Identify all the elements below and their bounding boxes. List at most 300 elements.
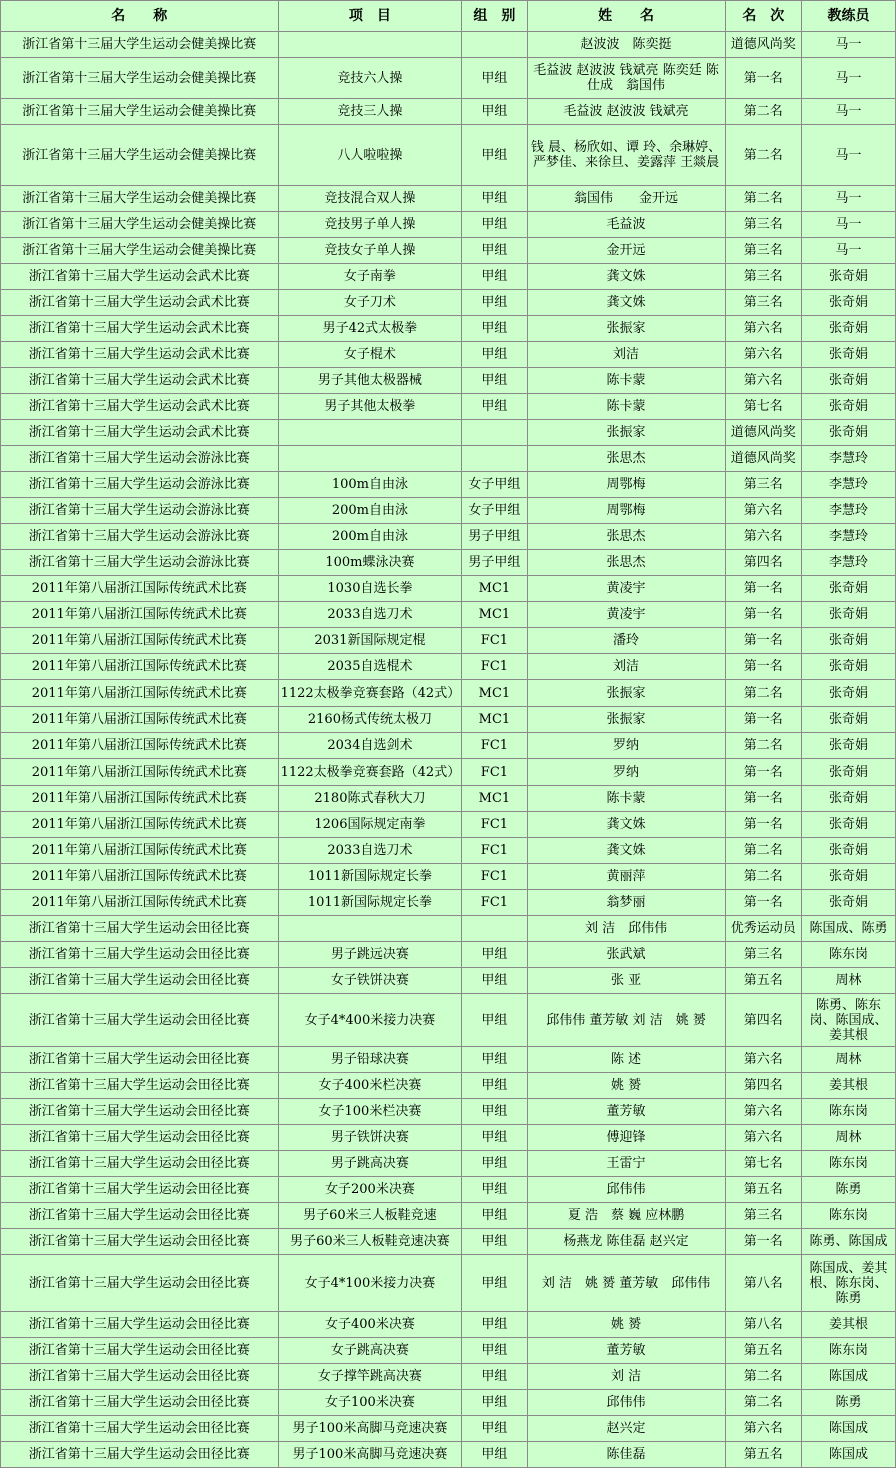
cell-rank: 第二名 bbox=[725, 125, 802, 186]
cell-name: 浙江省第十三届大学生运动会田径比赛 bbox=[1, 1047, 279, 1073]
cell-rank: 第六名 bbox=[725, 342, 802, 368]
cell-event: 2035自选棍术 bbox=[278, 654, 462, 680]
cell-person: 龚文姝 bbox=[527, 838, 725, 864]
cell-person: 刘 洁 姚 赟 董芳敏 邱伟伟 bbox=[527, 1255, 725, 1312]
cell-coach: 张奇娟 bbox=[802, 654, 896, 680]
cell-rank: 第八名 bbox=[725, 1312, 802, 1338]
cell-coach: 马一 bbox=[802, 238, 896, 264]
cell-coach: 张奇娟 bbox=[802, 707, 896, 733]
cell-event: 男子100米高脚马竞速决赛 bbox=[278, 1416, 462, 1442]
cell-coach: 陈东岗 bbox=[802, 1151, 896, 1177]
cell-coach: 张奇娟 bbox=[802, 890, 896, 916]
cell-rank: 第二名 bbox=[725, 1364, 802, 1390]
cell-name: 2011年第八届浙江国际传统武术比赛 bbox=[1, 680, 279, 707]
cell-rank: 第二名 bbox=[725, 99, 802, 125]
cell-coach: 陈勇 bbox=[802, 1390, 896, 1416]
cell-person: 龚文姝 bbox=[527, 290, 725, 316]
table-row bbox=[1, 1151, 896, 1177]
cell-event bbox=[278, 420, 462, 446]
cell-person: 刘 洁 邱伟伟 bbox=[527, 916, 725, 942]
cell-rank: 第四名 bbox=[725, 550, 802, 576]
cell-event: 1011新国际规定长拳 bbox=[278, 890, 462, 916]
cell-coach: 李慧玲 bbox=[802, 550, 896, 576]
cell-group: 男子甲组 bbox=[462, 524, 527, 550]
cell-coach: 张奇娟 bbox=[802, 316, 896, 342]
cell-name: 浙江省第十三届大学生运动会游泳比赛 bbox=[1, 446, 279, 472]
cell-rank: 道德风尚奖 bbox=[725, 446, 802, 472]
cell-coach: 马一 bbox=[802, 99, 896, 125]
cell-name: 浙江省第十三届大学生运动会武术比赛 bbox=[1, 264, 279, 290]
table-row bbox=[1, 368, 896, 394]
header-coach: 教练员 bbox=[802, 1, 896, 32]
cell-coach: 张奇娟 bbox=[802, 628, 896, 654]
cell-coach: 周林 bbox=[802, 1125, 896, 1151]
table-row bbox=[1, 472, 896, 498]
cell-event: 100m蝶泳决赛 bbox=[278, 550, 462, 576]
table-row bbox=[1, 1229, 896, 1255]
cell-group: FC1 bbox=[462, 628, 527, 654]
cell-rank: 第六名 bbox=[725, 524, 802, 550]
cell-event: 女子4*400米接力决赛 bbox=[278, 994, 462, 1047]
cell-event: 女子400米栏决赛 bbox=[278, 1073, 462, 1099]
cell-rank: 第二名 bbox=[725, 186, 802, 212]
cell-name: 2011年第八届浙江国际传统武术比赛 bbox=[1, 654, 279, 680]
cell-person: 钱 晨、杨欣如、谭 玲、余琳婷、严梦佳、来徐旦、姜露萍 王燚晨 bbox=[527, 125, 725, 186]
cell-name: 2011年第八届浙江国际传统武术比赛 bbox=[1, 602, 279, 628]
cell-name: 浙江省第十三届大学生运动会田径比赛 bbox=[1, 1338, 279, 1364]
header-event: 项 目 bbox=[278, 1, 462, 32]
cell-rank: 第一名 bbox=[725, 602, 802, 628]
cell-event: 女子4*100米接力决赛 bbox=[278, 1255, 462, 1312]
cell-event: 男子跳高决赛 bbox=[278, 1151, 462, 1177]
cell-event: 200m自由泳 bbox=[278, 498, 462, 524]
cell-group: 女子甲组 bbox=[462, 472, 527, 498]
cell-event: 2033自选刀术 bbox=[278, 838, 462, 864]
cell-group: 甲组 bbox=[462, 1125, 527, 1151]
cell-group bbox=[462, 420, 527, 446]
table-row bbox=[1, 1312, 896, 1338]
cell-name: 浙江省第十三届大学生运动会田径比赛 bbox=[1, 1416, 279, 1442]
cell-person: 赵兴定 bbox=[527, 1416, 725, 1442]
cell-name: 浙江省第十三届大学生运动会健美操比赛 bbox=[1, 238, 279, 264]
cell-group: 甲组 bbox=[462, 968, 527, 994]
header-name: 名 称 bbox=[1, 1, 279, 32]
cell-event: 1122太极拳竞赛套路（42式） bbox=[278, 759, 462, 786]
cell-event: 竞技女子单人操 bbox=[278, 238, 462, 264]
cell-event bbox=[278, 32, 462, 58]
cell-event: 女子刀术 bbox=[278, 290, 462, 316]
cell-coach: 陈国成 bbox=[802, 1416, 896, 1442]
table-row bbox=[1, 264, 896, 290]
cell-person: 陈卡蒙 bbox=[527, 394, 725, 420]
cell-coach: 张奇娟 bbox=[802, 290, 896, 316]
cell-group: 甲组 bbox=[462, 394, 527, 420]
table-row bbox=[1, 58, 896, 99]
cell-person: 毛益波 bbox=[527, 212, 725, 238]
cell-event: 2033自选刀术 bbox=[278, 602, 462, 628]
table-row bbox=[1, 212, 896, 238]
cell-name: 浙江省第十三届大学生运动会田径比赛 bbox=[1, 1255, 279, 1312]
cell-group: 女子甲组 bbox=[462, 498, 527, 524]
cell-event: 2160杨式传统太极刀 bbox=[278, 707, 462, 733]
cell-group: 甲组 bbox=[462, 1229, 527, 1255]
cell-person: 姚 赟 bbox=[527, 1073, 725, 1099]
cell-name: 浙江省第十三届大学生运动会田径比赛 bbox=[1, 1312, 279, 1338]
cell-group: FC1 bbox=[462, 812, 527, 838]
cell-rank: 第二名 bbox=[725, 838, 802, 864]
cell-person: 张思杰 bbox=[527, 550, 725, 576]
cell-person: 傅迎锋 bbox=[527, 1125, 725, 1151]
header-rank: 名 次 bbox=[725, 1, 802, 32]
cell-coach: 张奇娟 bbox=[802, 680, 896, 707]
cell-name: 浙江省第十三届大学生运动会田径比赛 bbox=[1, 1229, 279, 1255]
cell-person: 张振家 bbox=[527, 420, 725, 446]
table-row bbox=[1, 1364, 896, 1390]
cell-rank: 第六名 bbox=[725, 1099, 802, 1125]
cell-person: 刘洁 bbox=[527, 654, 725, 680]
cell-name: 2011年第八届浙江国际传统武术比赛 bbox=[1, 576, 279, 602]
cell-event: 2034自选剑术 bbox=[278, 733, 462, 759]
cell-event: 1011新国际规定长拳 bbox=[278, 864, 462, 890]
cell-rank: 第一名 bbox=[725, 1229, 802, 1255]
table-row bbox=[1, 186, 896, 212]
cell-coach: 张奇娟 bbox=[802, 838, 896, 864]
table-header-row bbox=[1, 1, 896, 32]
cell-coach: 李慧玲 bbox=[802, 498, 896, 524]
table-row bbox=[1, 420, 896, 446]
cell-event: 竞技混合双人操 bbox=[278, 186, 462, 212]
cell-person: 翁国伟 金开远 bbox=[527, 186, 725, 212]
cell-coach: 陈东岗 bbox=[802, 942, 896, 968]
cell-name: 浙江省第十三届大学生运动会田径比赛 bbox=[1, 1125, 279, 1151]
cell-event: 女子400米决赛 bbox=[278, 1312, 462, 1338]
cell-rank: 第四名 bbox=[725, 1073, 802, 1099]
cell-rank: 第六名 bbox=[725, 1047, 802, 1073]
cell-event: 男子42式太极拳 bbox=[278, 316, 462, 342]
cell-person: 周鄂梅 bbox=[527, 498, 725, 524]
cell-rank: 第一名 bbox=[725, 58, 802, 99]
cell-name: 浙江省第十三届大学生运动会健美操比赛 bbox=[1, 125, 279, 186]
cell-group: 甲组 bbox=[462, 1390, 527, 1416]
cell-coach: 陈东岗 bbox=[802, 1338, 896, 1364]
cell-group bbox=[462, 32, 527, 58]
cell-event: 男子60米三人板鞋竞速 bbox=[278, 1203, 462, 1229]
cell-group: 甲组 bbox=[462, 125, 527, 186]
cell-rank: 道德风尚奖 bbox=[725, 32, 802, 58]
table-row bbox=[1, 576, 896, 602]
table-row bbox=[1, 864, 896, 890]
cell-person: 张振家 bbox=[527, 707, 725, 733]
table-row bbox=[1, 890, 896, 916]
cell-group: MC1 bbox=[462, 707, 527, 733]
cell-coach: 陈勇 bbox=[802, 1177, 896, 1203]
cell-person: 罗纳 bbox=[527, 733, 725, 759]
cell-name: 2011年第八届浙江国际传统武术比赛 bbox=[1, 707, 279, 733]
cell-person: 姚 赟 bbox=[527, 1312, 725, 1338]
cell-name: 浙江省第十三届大学生运动会田径比赛 bbox=[1, 994, 279, 1047]
cell-person: 张武斌 bbox=[527, 942, 725, 968]
cell-name: 浙江省第十三届大学生运动会田径比赛 bbox=[1, 1099, 279, 1125]
cell-event: 女子200米决赛 bbox=[278, 1177, 462, 1203]
table-row bbox=[1, 838, 896, 864]
cell-coach: 陈国成、陈勇 bbox=[802, 916, 896, 942]
cell-rank: 第一名 bbox=[725, 628, 802, 654]
cell-coach: 周林 bbox=[802, 1047, 896, 1073]
table-row bbox=[1, 654, 896, 680]
cell-coach: 陈勇、陈东岗、陈国成、姜其根 bbox=[802, 994, 896, 1047]
cell-rank: 第二名 bbox=[725, 1390, 802, 1416]
cell-name: 浙江省第十三届大学生运动会田径比赛 bbox=[1, 916, 279, 942]
cell-name: 2011年第八届浙江国际传统武术比赛 bbox=[1, 628, 279, 654]
table-row bbox=[1, 1203, 896, 1229]
cell-group: MC1 bbox=[462, 680, 527, 707]
cell-group: 甲组 bbox=[462, 1151, 527, 1177]
cell-person: 杨燕龙 陈佳磊 赵兴定 bbox=[527, 1229, 725, 1255]
cell-group: FC1 bbox=[462, 733, 527, 759]
cell-group: 甲组 bbox=[462, 1364, 527, 1390]
cell-rank: 第八名 bbox=[725, 1255, 802, 1312]
cell-name: 浙江省第十三届大学生运动会田径比赛 bbox=[1, 1390, 279, 1416]
table-row bbox=[1, 1338, 896, 1364]
cell-person: 张 亚 bbox=[527, 968, 725, 994]
cell-group: 甲组 bbox=[462, 1416, 527, 1442]
cell-group: MC1 bbox=[462, 786, 527, 812]
cell-person: 罗纳 bbox=[527, 759, 725, 786]
cell-name: 浙江省第十三届大学生运动会田径比赛 bbox=[1, 1364, 279, 1390]
cell-group: 甲组 bbox=[462, 1312, 527, 1338]
table-row bbox=[1, 1442, 896, 1468]
cell-event: 男子跳远决赛 bbox=[278, 942, 462, 968]
cell-coach: 张奇娟 bbox=[802, 342, 896, 368]
cell-event: 2180陈式春秋大刀 bbox=[278, 786, 462, 812]
cell-name: 浙江省第十三届大学生运动会游泳比赛 bbox=[1, 498, 279, 524]
table-row bbox=[1, 916, 896, 942]
cell-rank: 第三名 bbox=[725, 212, 802, 238]
cell-rank: 优秀运动员 bbox=[725, 916, 802, 942]
cell-event: 女子南拳 bbox=[278, 264, 462, 290]
cell-person: 黄丽萍 bbox=[527, 864, 725, 890]
cell-coach: 李慧玲 bbox=[802, 446, 896, 472]
cell-event: 男子100米高脚马竞速决赛 bbox=[278, 1442, 462, 1468]
cell-rank: 第一名 bbox=[725, 654, 802, 680]
cell-name: 2011年第八届浙江国际传统武术比赛 bbox=[1, 864, 279, 890]
cell-rank: 第六名 bbox=[725, 498, 802, 524]
cell-coach: 马一 bbox=[802, 32, 896, 58]
cell-event: 女子100米栏决赛 bbox=[278, 1099, 462, 1125]
cell-coach: 张奇娟 bbox=[802, 786, 896, 812]
cell-coach: 张奇娟 bbox=[802, 812, 896, 838]
cell-event: 八人啦啦操 bbox=[278, 125, 462, 186]
cell-group: 甲组 bbox=[462, 186, 527, 212]
cell-group: 甲组 bbox=[462, 99, 527, 125]
cell-name: 浙江省第十三届大学生运动会健美操比赛 bbox=[1, 32, 279, 58]
cell-coach: 张奇娟 bbox=[802, 576, 896, 602]
cell-rank: 第六名 bbox=[725, 368, 802, 394]
cell-event: 竞技三人操 bbox=[278, 99, 462, 125]
cell-event: 1030自选长拳 bbox=[278, 576, 462, 602]
cell-person: 黄凌宇 bbox=[527, 576, 725, 602]
table-row bbox=[1, 32, 896, 58]
cell-event: 100m自由泳 bbox=[278, 472, 462, 498]
cell-group: 甲组 bbox=[462, 1203, 527, 1229]
cell-group bbox=[462, 446, 527, 472]
table-row bbox=[1, 446, 896, 472]
table-row bbox=[1, 290, 896, 316]
cell-coach: 陈东岗 bbox=[802, 1203, 896, 1229]
table-row bbox=[1, 1125, 896, 1151]
cell-rank: 第五名 bbox=[725, 1338, 802, 1364]
table-row bbox=[1, 1047, 896, 1073]
cell-name: 2011年第八届浙江国际传统武术比赛 bbox=[1, 759, 279, 786]
cell-name: 浙江省第十三届大学生运动会田径比赛 bbox=[1, 1151, 279, 1177]
table-row bbox=[1, 99, 896, 125]
cell-person: 周鄂梅 bbox=[527, 472, 725, 498]
cell-name: 浙江省第十三届大学生运动会武术比赛 bbox=[1, 368, 279, 394]
cell-group: 甲组 bbox=[462, 1255, 527, 1312]
cell-coach: 周林 bbox=[802, 968, 896, 994]
cell-coach: 姜其根 bbox=[802, 1073, 896, 1099]
cell-group: FC1 bbox=[462, 838, 527, 864]
table-row bbox=[1, 316, 896, 342]
table-row bbox=[1, 786, 896, 812]
cell-rank: 第六名 bbox=[725, 1416, 802, 1442]
cell-person: 邱伟伟 bbox=[527, 1177, 725, 1203]
cell-coach: 陈勇、陈国成 bbox=[802, 1229, 896, 1255]
cell-person: 赵波波 陈奕挺 bbox=[527, 32, 725, 58]
cell-event: 竞技六人操 bbox=[278, 58, 462, 99]
cell-group: 甲组 bbox=[462, 264, 527, 290]
cell-name: 浙江省第十三届大学生运动会游泳比赛 bbox=[1, 550, 279, 576]
cell-event: 1206国际规定南拳 bbox=[278, 812, 462, 838]
cell-group: MC1 bbox=[462, 602, 527, 628]
cell-rank: 第三名 bbox=[725, 472, 802, 498]
cell-name: 浙江省第十三届大学生运动会田径比赛 bbox=[1, 942, 279, 968]
cell-event: 女子铁饼决赛 bbox=[278, 968, 462, 994]
cell-event: 男子铅球决赛 bbox=[278, 1047, 462, 1073]
cell-coach: 马一 bbox=[802, 58, 896, 99]
cell-group: 甲组 bbox=[462, 1099, 527, 1125]
cell-name: 浙江省第十三届大学生运动会健美操比赛 bbox=[1, 99, 279, 125]
cell-group: FC1 bbox=[462, 890, 527, 916]
cell-group bbox=[462, 916, 527, 942]
cell-rank: 第二名 bbox=[725, 680, 802, 707]
cell-coach: 马一 bbox=[802, 212, 896, 238]
cell-rank: 第三名 bbox=[725, 264, 802, 290]
table-row bbox=[1, 994, 896, 1047]
cell-person: 金开远 bbox=[527, 238, 725, 264]
cell-coach: 张奇娟 bbox=[802, 420, 896, 446]
cell-name: 2011年第八届浙江国际传统武术比赛 bbox=[1, 812, 279, 838]
cell-group: 甲组 bbox=[462, 238, 527, 264]
cell-name: 浙江省第十三届大学生运动会田径比赛 bbox=[1, 1073, 279, 1099]
cell-name: 浙江省第十三届大学生运动会游泳比赛 bbox=[1, 524, 279, 550]
cell-person: 毛益波 赵波波 钱斌亮 陈奕廷 陈仕成 翁国伟 bbox=[527, 58, 725, 99]
cell-rank: 第五名 bbox=[725, 1177, 802, 1203]
table-row bbox=[1, 342, 896, 368]
cell-name: 2011年第八届浙江国际传统武术比赛 bbox=[1, 733, 279, 759]
cell-group: 甲组 bbox=[462, 942, 527, 968]
cell-group: FC1 bbox=[462, 759, 527, 786]
cell-person: 龚文姝 bbox=[527, 264, 725, 290]
header-group: 组 别 bbox=[462, 1, 527, 32]
cell-person: 陈卡蒙 bbox=[527, 786, 725, 812]
cell-rank: 第一名 bbox=[725, 707, 802, 733]
table-row bbox=[1, 125, 896, 186]
cell-event: 女子100米决赛 bbox=[278, 1390, 462, 1416]
cell-rank: 第一名 bbox=[725, 812, 802, 838]
cell-group: FC1 bbox=[462, 654, 527, 680]
cell-name: 2011年第八届浙江国际传统武术比赛 bbox=[1, 838, 279, 864]
table-row bbox=[1, 1390, 896, 1416]
cell-group: 甲组 bbox=[462, 212, 527, 238]
cell-coach: 张奇娟 bbox=[802, 759, 896, 786]
table-row bbox=[1, 1099, 896, 1125]
cell-person: 张振家 bbox=[527, 316, 725, 342]
cell-group: MC1 bbox=[462, 576, 527, 602]
cell-event: 竞技男子单人操 bbox=[278, 212, 462, 238]
cell-name: 浙江省第十三届大学生运动会武术比赛 bbox=[1, 342, 279, 368]
cell-name: 浙江省第十三届大学生运动会田径比赛 bbox=[1, 1442, 279, 1468]
cell-coach: 陈国成 bbox=[802, 1442, 896, 1468]
cell-name: 2011年第八届浙江国际传统武术比赛 bbox=[1, 786, 279, 812]
cell-person: 邱伟伟 bbox=[527, 1390, 725, 1416]
cell-person: 陈 述 bbox=[527, 1047, 725, 1073]
cell-name: 浙江省第十三届大学生运动会田径比赛 bbox=[1, 1203, 279, 1229]
cell-person: 张振家 bbox=[527, 680, 725, 707]
cell-coach: 张奇娟 bbox=[802, 733, 896, 759]
table-row bbox=[1, 680, 896, 707]
cell-person: 董芳敏 bbox=[527, 1099, 725, 1125]
cell-event: 男子其他太极拳 bbox=[278, 394, 462, 420]
table-row bbox=[1, 602, 896, 628]
table-row bbox=[1, 238, 896, 264]
cell-rank: 第六名 bbox=[725, 316, 802, 342]
cell-event: 女子撑竿跳高决赛 bbox=[278, 1364, 462, 1390]
cell-rank: 第七名 bbox=[725, 1151, 802, 1177]
cell-event: 2031新国际规定棍 bbox=[278, 628, 462, 654]
cell-person: 张思杰 bbox=[527, 446, 725, 472]
cell-coach: 张奇娟 bbox=[802, 394, 896, 420]
cell-rank: 第六名 bbox=[725, 1125, 802, 1151]
cell-rank: 道德风尚奖 bbox=[725, 420, 802, 446]
cell-person: 王雷宁 bbox=[527, 1151, 725, 1177]
table-row bbox=[1, 524, 896, 550]
cell-rank: 第三名 bbox=[725, 942, 802, 968]
cell-person: 毛益波 赵波波 钱斌亮 bbox=[527, 99, 725, 125]
cell-group: 甲组 bbox=[462, 1073, 527, 1099]
cell-person: 董芳敏 bbox=[527, 1338, 725, 1364]
table-row bbox=[1, 550, 896, 576]
cell-rank: 第七名 bbox=[725, 394, 802, 420]
cell-person: 黄凌宇 bbox=[527, 602, 725, 628]
cell-event: 女子棍术 bbox=[278, 342, 462, 368]
table-row bbox=[1, 942, 896, 968]
cell-coach: 张奇娟 bbox=[802, 368, 896, 394]
cell-name: 浙江省第十三届大学生运动会武术比赛 bbox=[1, 394, 279, 420]
table-body bbox=[1, 32, 896, 1468]
cell-name: 浙江省第十三届大学生运动会武术比赛 bbox=[1, 420, 279, 446]
cell-event: 男子60米三人板鞋竞速决赛 bbox=[278, 1229, 462, 1255]
cell-person: 邱伟伟 董芳敏 刘 洁 姚 赟 bbox=[527, 994, 725, 1047]
cell-group: 甲组 bbox=[462, 1047, 527, 1073]
cell-group: FC1 bbox=[462, 864, 527, 890]
cell-coach: 陈国成 bbox=[802, 1364, 896, 1390]
cell-event bbox=[278, 446, 462, 472]
table-row bbox=[1, 968, 896, 994]
cell-name: 浙江省第十三届大学生运动会武术比赛 bbox=[1, 290, 279, 316]
cell-group: 甲组 bbox=[462, 1177, 527, 1203]
cell-person: 夏 浩 蔡 巍 应林鹏 bbox=[527, 1203, 725, 1229]
